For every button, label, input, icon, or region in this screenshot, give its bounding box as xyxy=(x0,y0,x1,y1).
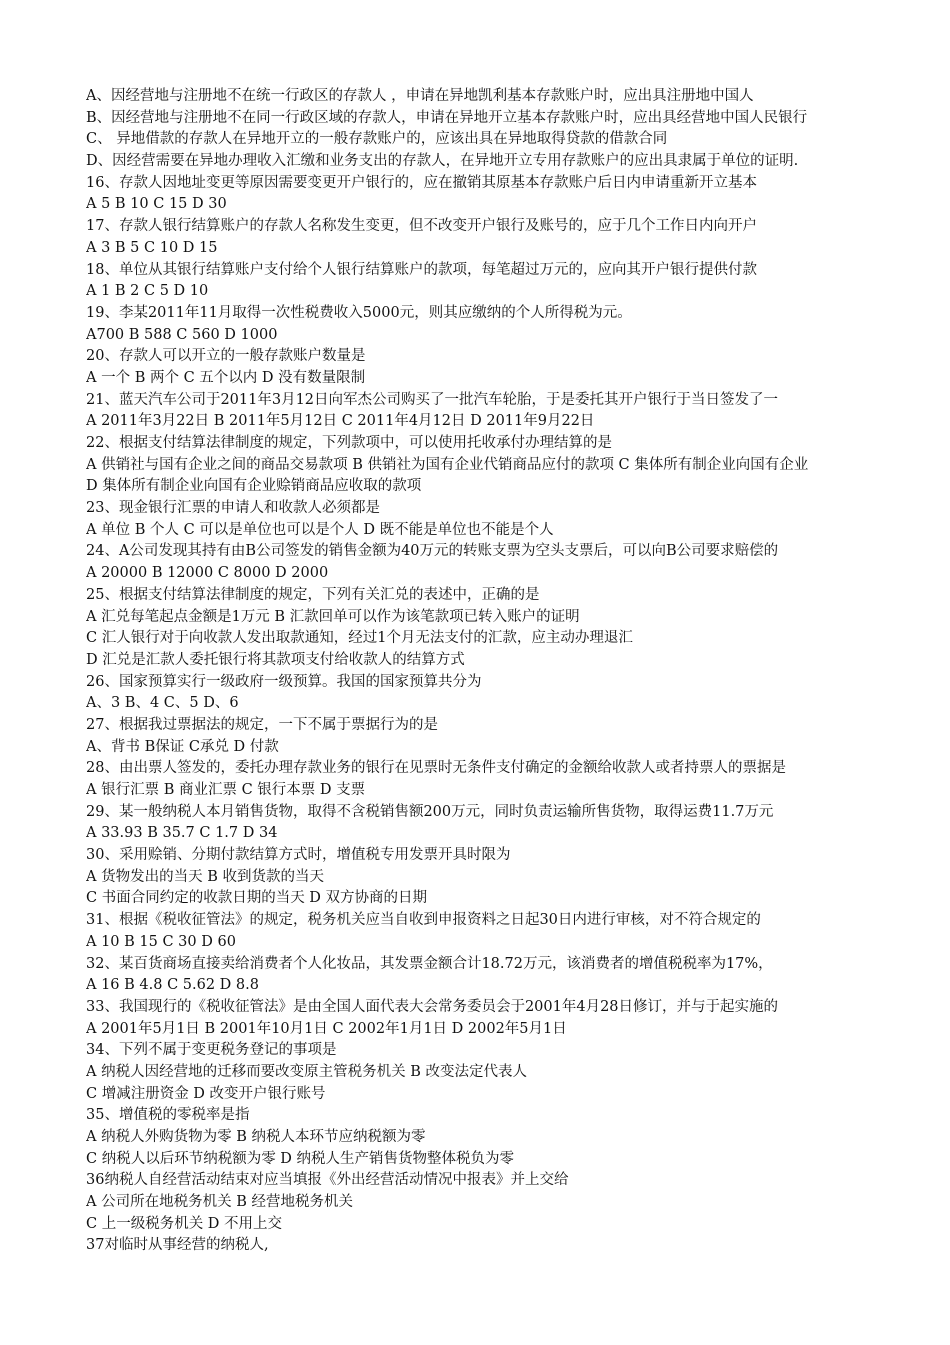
text-line: 31、根据《税收征管法》的规定，税务机关应当自收到申报资料之日起30日内进行审核，对不符合规定的 xyxy=(86,912,761,929)
text-line: D、因经营需要在异地办理收入汇缴和业务支出的存款人，在异地开立专用存款账户的应出具隶属于单位的证明. xyxy=(86,153,799,170)
text-line: A 纳税人外购货物为零 B 纳税人本环节应纳税额为零 xyxy=(86,1129,426,1145)
text-line: 22、根据支付结算法律制度的规定，下列款项中，可以使用托收承付办理结算的是 xyxy=(86,435,612,451)
text-line: C 纳税人以后环节纳税额为零 D 纳税人生产销售货物整体税负为零 xyxy=(86,1150,515,1167)
text-line: 33、我国现行的《税收征管法》是由全国人面代表大会常务委员会于2001年4月28日修订，并与于起实施的 xyxy=(86,998,779,1015)
text-line: A、因经营地与注册地不在统一行政区的存款人 ，申请在异地凯利基本存款账户时，应出具注册地中国人 xyxy=(86,88,754,104)
text-line: C 汇人银行对于向收款人发出取款通知，经过1个月无法支付的汇款，应主动办理退汇 xyxy=(86,630,633,647)
text-line: A 2011年3月22日 B 2011年5月12日 C 2011年4月12日 D 2011年9月22日 xyxy=(86,413,595,430)
text-line: A 货物发出的当天 B 收到货款的当天 xyxy=(86,868,324,885)
text-line: 37对临时从事经营的纳税人, xyxy=(86,1237,269,1254)
text-line: 20、存款人可以开立的一般存款账户数量是 xyxy=(86,348,366,365)
text-line: D 汇兑是汇款人委托银行将其款项支付给收款人的结算方式 xyxy=(86,651,465,668)
text-line: A 单位 B 个人 C 可以是单位也可以是个人 D 既不能是单位也不能是个人 xyxy=(86,521,554,538)
text-line: A 公司所在地税务机关 B 经营地税务机关 xyxy=(86,1194,353,1211)
text-line: B、因经营地与注册地不在同一行政区域的存款人，申请在异地开立基本存款账户时，应出具经营地中国人民银行 xyxy=(86,109,808,126)
text-line: A 10 B 15 C 30 D 60 xyxy=(86,933,236,950)
text-line: 18、单位从其银行结算账户支付给个人银行结算账户的款项，每笔超过万元的，应向其开户银行提供付款 xyxy=(86,261,757,278)
text-line: A、3 B、4 C、5 D、6 xyxy=(86,695,239,712)
text-line: 34、下列不属于变更税务登记的事项是 xyxy=(86,1042,337,1059)
text-line: 35、增值税的零税率是指 xyxy=(86,1107,250,1124)
text-line: C 增减注册资金 D 改变开户银行账号 xyxy=(86,1085,326,1102)
text-line: C 书面合同约定的收款日期的当天 D 双方协商的日期 xyxy=(86,890,428,907)
text-line: A、背书 B保证 C承兑 D 付款 xyxy=(86,738,279,755)
text-line: C、 异地借款的存款人在异地开立的一般存款账户的，应该出具在异地取得贷款的借款合同 xyxy=(86,131,668,148)
text-line: 23、现金银行汇票的申请人和收款人必须都是 xyxy=(86,500,380,517)
text-line: A 纳税人因经营地的迁移而要改变原主管税务机关 B 改变法定代表人 xyxy=(86,1063,527,1080)
text-line: 17、存款人银行结算账户的存款人名称发生变更，但不改变开户银行及账号的，应于几个工作日内向开户 xyxy=(86,218,757,235)
text-line: A 一个 B 两个 C 五个以内 D 没有数量限制 xyxy=(86,369,366,386)
text-line: 29、某一般纳税人本月销售货物，取得不含税销售额200万元，同时负责运输所售货物，取得运费11.7万元 xyxy=(86,803,774,820)
text-line: 32、某百货商场直接卖给消费者个人化妆品，其发票金额合计18.72万元，该消费者的增值税税率为17%， xyxy=(86,955,773,972)
text-line: 26、国家预算实行一级政府一级预算。我国的国家预算共分为 xyxy=(86,673,482,690)
text-line: A 供销社与国有企业之间的商品交易款项 B 供销社为国有企业代销商品应付的款项 C 集体所有制企业向国有企业 xyxy=(86,456,809,473)
text-line: D 集体所有制企业向国有企业赊销商品应收取的款项 xyxy=(86,478,422,495)
text-line: 16、存款人因地址变更等原因需要变更开户银行的，应在撤销其原基本存款账户后日内申请重新开立基本 xyxy=(86,174,757,191)
text-line: A 3 B 5 C 10 D 15 xyxy=(86,239,218,256)
text-line: C 上一级税务机关 D 不用上交 xyxy=(86,1215,283,1232)
text-line: 21、蓝天汽车公司于2011年3月12日向军杰公司购买了一批汽车轮胎，于是委托其开户银行于当日签发了一 xyxy=(86,391,779,408)
text-line: 19、李某2011年11月取得一次性税费收入5000元，则其应缴纳的个人所得税为元。 xyxy=(86,304,632,321)
text-line: A 20000 B 12000 C 8000 D 2000 xyxy=(86,565,329,582)
text-line: A 汇兑每笔起点金额是1万元 B 汇款回单可以作为该笔款项已转入账户的证明 xyxy=(86,608,580,625)
text-line: 28、由出票人签发的，委托办理存款业务的银行在见票时无条件支付确定的金额给收款人或者持票人的票据是 xyxy=(86,760,786,777)
text-line: A 1 B 2 C 5 D 10 xyxy=(86,283,209,300)
text-line: 27、根据我过票据法的规定，一下不属于票据行为的是 xyxy=(86,716,438,733)
text-line: 36纳税人自经营活动结束对应当填报《外出经营活动情况中报表》并上交给 xyxy=(86,1172,569,1189)
text-line: 30、采用赊销、分期付款结算方式时，增值税专用发票开具时限为 xyxy=(86,847,511,864)
document-body xyxy=(86,86,950,1257)
text-line: 25、根据支付结算法律制度的规定，下列有关汇兑的表述中，正确的是 xyxy=(86,586,540,603)
text-line: A 33.93 B 35.7 C 1.7 D 34 xyxy=(86,825,278,842)
text-line: A 5 B 10 C 15 D 30 xyxy=(86,196,227,213)
text-line: A700 B 588 C 560 D 1000 xyxy=(86,326,278,343)
text-line: A 银行汇票 B 商业汇票 C 银行本票 D 支票 xyxy=(86,782,366,798)
text-line: A 2001年5月1日 B 2001年10月1日 C 2002年1月1日 D 2002年5月1日 xyxy=(86,1020,567,1037)
text-line: 24、A公司发现其持有由B公司签发的销售金额为40万元的转账支票为空头支票后，可以向B公司要求赔偿的 xyxy=(86,543,779,560)
text-line: A 16 B 4.8 C 5.62 D 8.8 xyxy=(86,977,259,994)
